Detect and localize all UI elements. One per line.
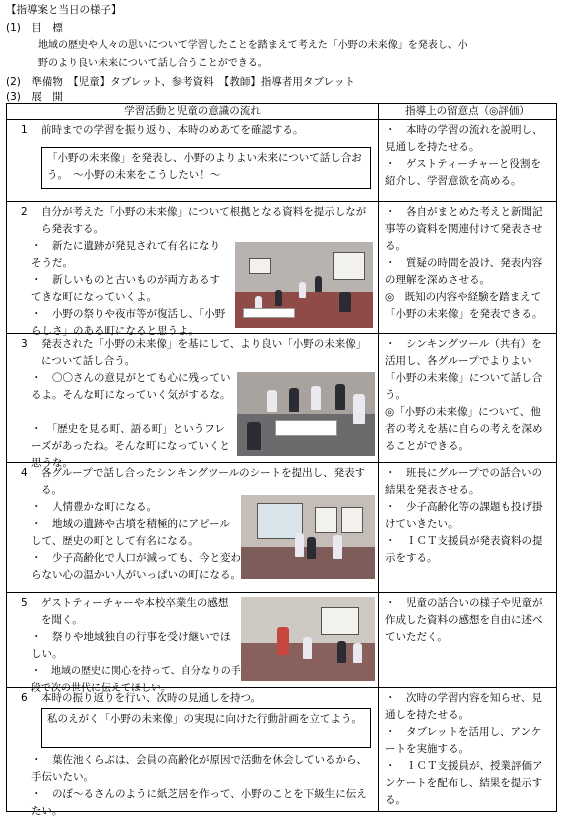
student-voice: ・ 新しいものと古いものが両方あるすてきな町になっていくよ。	[31, 274, 220, 303]
step-number: 1	[21, 124, 28, 136]
step-number: 5	[21, 597, 28, 609]
step-lead: 自分が考えた「小野の未来像」について根拠となる資料を提示しながら発表する。	[41, 206, 367, 235]
note-item: ・ 児童の話合いの様子や児童が作成した資料の感想を自由に述べていただく。	[385, 597, 543, 643]
student-voice: ・ 葉佐池くらぶは、会員の高齢化が原因で活動を休会しているから、手伝いたい。	[31, 754, 367, 783]
note-item: ・ 次時の学習内容を知らせ、見通しを持たせる。	[385, 692, 542, 721]
step-number: 6	[21, 692, 28, 704]
table-row	[7, 202, 557, 334]
note-item: ・ 各自がまとめた考えと新聞記事等の資料を関連付けて発表させる。	[385, 206, 543, 252]
note-item: ・ 本時の学習の流れを説明し、見通しを持たせる。	[385, 124, 543, 153]
student-voice: ・ 人情豊かな町になる。	[31, 501, 157, 513]
action-plan-box: 私のえがく「小野の未来像」の実現に向けた行動計画を立てよう。	[41, 708, 371, 748]
document-heading: 【指導案と当日の様子】	[6, 4, 122, 16]
step-lead: ゲストティーチャーや本校卒業生の感想を聞く。	[41, 597, 229, 626]
column-header-notes: 指導上の留意点（◎評価）	[379, 104, 557, 120]
lesson-plan-table	[6, 103, 557, 817]
table-row	[7, 334, 557, 463]
step-number: 4	[21, 467, 28, 479]
note-item: ・ 少子高齢化等の課題も投げ掛けていきたい。	[385, 501, 543, 530]
student-voice: ・ 地域の歴史に関心を持って、自分なりの手段で次の世代に伝えてほしい。	[31, 666, 241, 694]
class-photo	[237, 372, 375, 456]
student-voice: ・ 祭りや地域独自の行事を受け継いでほしい。	[31, 631, 231, 660]
step-lead: 各グループで話し合ったシンキングツールのシートを提出し、発表する。	[41, 467, 366, 496]
note-item: ・ 質疑の時間を設け、発表内容の理解を深めさせる。	[385, 257, 543, 286]
class-photo	[235, 242, 373, 328]
lesson-goal-box: 「小野の未来像」を発表し、小野のよりよい未来について話し合おう。 ～小野の未来をこうしたい！～	[41, 147, 371, 189]
table-row	[7, 120, 557, 202]
student-voice: ・ 「歴史を見る町、語る町」というフレーズがあったね。そんな町になっていくと思うな。	[31, 423, 230, 469]
note-item: ・ シンキングツール（共有）を活用し、各グループでよりよい「小野の未来像」について話し合う。	[385, 338, 543, 401]
note-item: ・ 班長にグループでの話合いの結果を発表させる。	[385, 467, 542, 496]
evaluation-item: ◎ 既知の内容や経験を踏まえて「小野の未来像」を発表できる。	[385, 291, 543, 320]
step-lead: 発表された「小野の未来像」を基にして、より良い「小野の未来像」について話し合う。	[41, 338, 367, 367]
goal-text-line1: 地域の歴史や人々の思いについて学習したことを踏まえて考えた「小野の未来像」を発表し、小	[38, 40, 468, 51]
column-header-activities: 学習活動と児童の意識の流れ	[7, 104, 379, 120]
step-number: 3	[21, 338, 28, 350]
evaluation-item: ◎「小野の未来像」について、他者の考えを基に自らの考えを深めることができる。	[385, 406, 543, 452]
student-voice: ・ 〇〇さんの意見がとても心に残っているよ。そんな町になっていく気がするな。	[31, 372, 231, 401]
student-voice: ・ 少子高齢化で人口が減っても、今と変わらない心の温かい人がいっぱいの町になる。	[31, 552, 241, 581]
class-photo	[241, 597, 375, 681]
step-lead: 前時までの学習を振り返り、本時のめあてを確認する。	[41, 124, 304, 136]
student-voice: ・ のぼ～るさんのように紙芝居を作って、小野のことを下級生に伝えたい。	[31, 788, 367, 817]
table-row	[7, 688, 557, 812]
step-number: 2	[21, 206, 28, 218]
development-label: (3) 展 開	[6, 91, 63, 103]
class-photo	[241, 495, 375, 579]
student-voice: ・ 地域の遺跡や古墳を積極的にアピールして、歴史の町として有名になる。	[31, 518, 230, 547]
table-row	[7, 593, 557, 688]
materials-label: (2) 準備物 【児童】タブレット、参考資料 【教師】指導者用タブレット	[6, 76, 355, 88]
note-item: ・ ＩＣＴ支援員が、授業評価アンケートを配布し、結果を提示する。	[385, 760, 543, 806]
note-item: ・ ゲストティーチャーと役割を紹介し、学習意欲を高める。	[385, 158, 541, 187]
goal-label: (1) 目 標	[6, 22, 63, 34]
note-item: ・ タブレットを活用し、アンケートを実施する。	[385, 726, 542, 755]
student-voice: ・ 新たに遺跡が発見されて有名になりそうだ。	[31, 240, 220, 269]
note-item: ・ ＩＣＴ支援員が発表資料の提示をする。	[385, 535, 543, 564]
table-row	[7, 463, 557, 593]
step-lead: 本時の振り返りを行い、次時の見通しを持つ。	[41, 692, 262, 704]
student-voice: ・ 小野の祭りや夜市等が復活し、「小野らしさ」のある町になると思うよ。	[31, 308, 226, 337]
goal-text-line2: 野のより良い未来について話し合うことができる。	[38, 58, 268, 69]
